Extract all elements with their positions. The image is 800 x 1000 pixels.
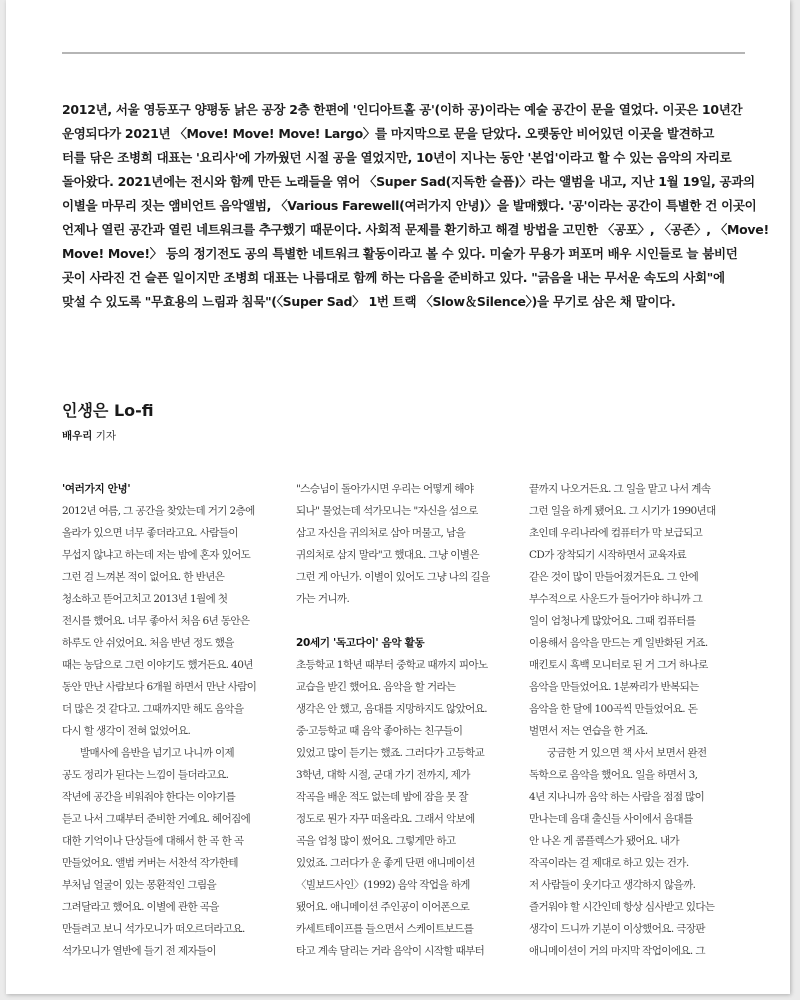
byline (62, 428, 116, 443)
body-line: 음악을 한 달에 100곡씩 만들었어요. 돈 (529, 703, 698, 715)
body-line: 일이 엄청나게 많았어요. 그때 컴퓨터를 (529, 615, 696, 627)
document-page (6, 0, 790, 994)
body-line: 부수적으로 사운드가 들어가야 하니까 그 (529, 593, 703, 605)
body-line: CD가 장착되기 시작하면서 교육자료 (529, 549, 687, 561)
body-line: 가는 거니까. (296, 593, 350, 605)
body-line: 그려달라고 했어요. 이별에 관한 곡을 (62, 901, 219, 913)
author-name: 배우리 (62, 430, 93, 442)
author-role: 기자 (95, 430, 117, 442)
body-line: 음악을 만들었어요. 1분짜리가 반복되는 (529, 681, 699, 693)
body-line: 그런 게 아닌가. 이별이 있어도 그냥 나의 길을 (296, 571, 490, 583)
body-line: 삼고 자신을 귀의처로 삼아 머물고, 남을 (296, 527, 466, 539)
body-line: 2012년 여름, 그 공간을 찾았는데 거기 2층에 (62, 505, 255, 517)
body-line: 그런 걸 느껴본 적이 없어요. 한 반년은 (62, 571, 225, 583)
body-line: 동안 만난 사람보다 6개월 하면서 만난 사람이 (62, 681, 257, 693)
body-line: 즐거워야 할 시간인데 항상 심사받고 있다는 (529, 901, 715, 913)
body-line: 생각이 드니까 기분이 이상했어요. 극장판 (529, 923, 705, 935)
intro-line: 돌아왔다. 2021년에는 전시와 함께 만든 노래들을 엮어 〈Super Sad(지독한 슬픔)〉라는 앨범을 내고, 지난 1월 19일, 공과의 (62, 174, 755, 189)
intro-line: 곳이 사라진 건 슬픈 일이지만 조병희 대표는 나름대로 함께 하는 다음을 준비하고 있다. "긁음을 내는 무서운 속도의 사회"에 (62, 270, 725, 285)
intro-line: 터를 닦은 조병희 대표는 '요리사'에 가까웠던 시절 공을 열었지만, 10년이 지나는 동안 '본업'이라고 할 수 있는 음악의 자리로 (62, 150, 732, 165)
body-column-3 (529, 478, 739, 962)
intro-line: 이별을 마무리 짓는 앰비언트 음악앨범, 〈Various Farewell(여러가지 안녕)〉을 발매했다. '공'이라는 공간이 특별한 건 이곳이 (62, 198, 757, 213)
body-line: 대한 기억이나 단상들에 대해서 한 곡 한 곡 (62, 835, 244, 847)
body-line: 독학으로 음악을 했어요. 일을 하면서 3, (529, 769, 698, 781)
body-line: 카세트테이프를 들으면서 스케이트보드를 (296, 923, 474, 935)
intro-paragraph (62, 98, 769, 314)
body-line: 전시를 했어요. 너무 좋아서 처음 6년 동안은 (62, 615, 250, 627)
body-column-2 (296, 478, 506, 962)
body-line: 다시 할 생각이 전혀 없었어요. (62, 725, 191, 737)
section-heading: '여러가지 안녕' (62, 483, 131, 495)
intro-line: 언제나 열린 공간과 열린 네트워크를 추구했기 때문이다. 사회적 문제를 환기하고 해결 방법을 고민한 〈공포〉, 〈공존〉, 〈Move! (62, 222, 769, 237)
body-line: 작곡을 배운 적도 없는데 밤에 잠을 못 잘 (296, 791, 468, 803)
body-line: 석가모니가 열반에 들기 전 제자들이 (62, 945, 217, 957)
body-line: 하루도 안 쉬었어요. 처음 반년 정도 했을 (62, 637, 234, 649)
body-line: 귀의처로 삼지 말라"고 했대요. 그냥 이별은 (296, 549, 479, 561)
body-line: 공도 정리가 된다는 느낌이 들더라고요. (62, 769, 229, 781)
body-line: 궁금한 거 있으면 책 사서 보면서 완전 (547, 747, 707, 759)
body-line: "스승님이 돌아가시면 우리는 어떻게 해야 (296, 483, 474, 495)
body-line: 되나" 물었는데 석가모니는 "자신을 섬으로 (296, 505, 478, 517)
section-spacer (296, 610, 506, 632)
body-line: 부처님 얼굴이 있는 몽환적인 그림을 (62, 879, 217, 891)
body-line: 4년 지나니까 음악 하는 사람을 점점 많이 (529, 791, 705, 803)
body-line: 초인데 우리나라에 컴퓨터가 막 보급되고 (529, 527, 703, 539)
body-line: 올라가 있으면 너무 좋더라고요. 사람들이 (62, 527, 238, 539)
body-line: 만나는데 음대 출신들 사이에서 음대를 (529, 813, 693, 825)
body-line: 매킨토시 흑백 모니터로 된 거 그거 하나로 (529, 659, 708, 671)
body-line: 교습을 받긴 했어요. 음악을 할 거라는 (296, 681, 456, 693)
body-line: 3학년, 대학 시절, 군대 가기 전까지, 제가 (296, 769, 470, 781)
body-line: 같은 것이 많이 만들어졌거든요. 그 안에 (529, 571, 699, 583)
body-line: 그런 일을 하게 됐어요. 그 시기가 1990년대 (529, 505, 716, 517)
body-line: 작곡이라는 걸 제대로 하고 있는 건가. (529, 857, 689, 869)
body-line: 저 사람들이 웃기다고 생각하지 않을까. (529, 879, 696, 891)
body-line: 중·고등학교 때 음악 좋아하는 친구들이 (296, 725, 463, 737)
body-line: 발매사에 음반을 넘기고 나니까 이제 (80, 747, 235, 759)
body-line: 있었죠. 그러다가 운 좋게 단편 애니메이션 (296, 857, 475, 869)
body-line: 있었고 많이 듣기는 했죠. 그러다가 고등학교 (296, 747, 485, 759)
body-line: 초등학교 1학년 때부터 중학교 때까지 피아노 (296, 659, 488, 671)
body-line: 청소하고 뜯어고치고 2013년 1월에 첫 (62, 593, 228, 605)
body-line: 듣고 나서 그때부터 준비한 거예요. 헤어짐에 (62, 813, 251, 825)
body-line: 됐어요. 애니메이션 주인공이 이어폰으로 (296, 901, 470, 913)
body-line: 타고 계속 달리는 거라 음악이 시작할 때부터 (296, 945, 485, 957)
body-line: 생각은 안 했고, 음대를 지망하지도 않았어요. (296, 703, 487, 715)
article-headline: 인생은 Lo-fi (62, 401, 154, 420)
top-divider (62, 52, 745, 54)
body-line: 때는 농담으로 그런 이야기도 했거든요. 40년 (62, 659, 253, 671)
section-heading: 20세기 '독고다이' 음악 활동 (296, 637, 425, 649)
body-line: 더 많은 것 같다고. 그때까지만 해도 음악을 (62, 703, 244, 715)
intro-line: 운영되다가 2021년 〈Move! Move! Move! Largo〉를 마지막으로 문을 닫았다. 오랫동안 비어있던 이곳을 발견하고 (62, 126, 715, 141)
body-line: 만들려고 보니 석가모니가 떠오르더라고요. (62, 923, 245, 935)
body-column-1 (62, 478, 272, 962)
body-line: 무섭지 않냐고 하는데 저는 밤에 혼자 있어도 (62, 549, 251, 561)
intro-line: 2012년, 서울 영등포구 양평동 낡은 공장 2층 한편에 '인디아트홀 공'(이하 공)이라는 예술 공간이 문을 열었다. 이곳은 10년간 (62, 102, 743, 117)
body-line: 벌면서 저는 연습을 한 거죠. (529, 725, 648, 737)
body-line: 안 나온 게 콤플렉스가 됐어요. 내가 (529, 835, 680, 847)
body-line: 만들었어요. 앨범 커버는 서찬석 작가한테 (62, 857, 238, 869)
body-line: 끝까지 나오거든요. 그 일을 맡고 나서 계속 (529, 483, 711, 495)
body-line: 〈빌보드사인〉(1992) 음악 작업을 하게 (296, 879, 470, 891)
body-line: 곡을 엄청 많이 썼어요. 그렇게만 하고 (296, 835, 456, 847)
intro-line: 맞설 수 있도록 "무효용의 느림과 침묵"(〈Super Sad〉 1번 트랙 〈Slow＆Silence〉)을 무기로 삼은 채 말이다. (62, 294, 676, 309)
body-line: 정도로 뭔가 자꾸 떠올라요. 그래서 악보에 (296, 813, 475, 825)
body-line: 작년에 공간을 비워줘야 한다는 이야기를 (62, 791, 236, 803)
body-line: 애니메이션이 거의 마지막 작업이에요. 그 (529, 945, 705, 957)
intro-line: Move! Move!〉 등의 정기전도 공의 특별한 네트워크 활동이라고 볼 수 있다. 미술가 무용가 퍼포머 배우 시인들로 늘 붐비던 (62, 246, 738, 261)
body-line: 이용해서 음악을 만드는 게 일반화된 거죠. (529, 637, 708, 649)
